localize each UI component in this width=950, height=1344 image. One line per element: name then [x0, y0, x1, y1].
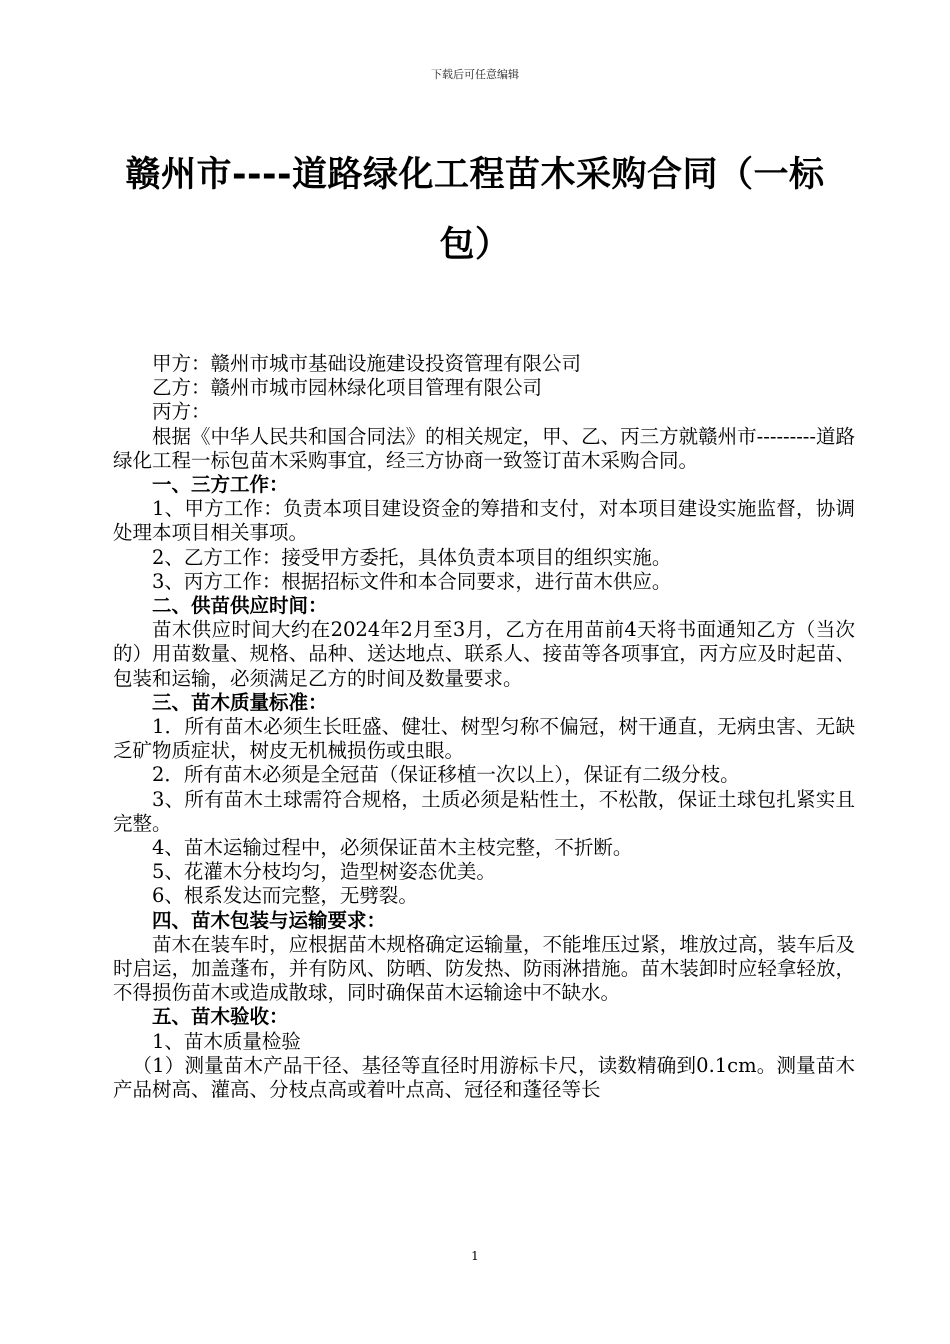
section-heading-5: 五、苗木验收： [152, 1005, 289, 1029]
document-title: 赣州市----道路绿化工程苗木采购合同（一标包） [125, 155, 825, 265]
party-a: 甲方：赣州市城市基础设施建设投资管理有限公司 [152, 352, 582, 375]
preamble: 根据《中华人民共和国合同法》的相关规定，甲、乙、丙三方就赣州市---------道路绿化工程一标包苗木采购事宜，经三方协商一致签订苗木采购合同。 [113, 424, 855, 472]
page-number: 1 [471, 1249, 479, 1263]
section-heading-2: 二、供苗供应时间： [152, 594, 328, 618]
clause: 6、根系发达而完整，无劈裂。 [152, 884, 418, 908]
clause: 1、甲方工作：负责本项目建设资金的筹措和支付，对本项目建设实施监督，协调处理本项目相关事项。 [113, 497, 855, 545]
clause: （1）测量苗木产品干径、基径等直径时用游标卡尺，读数精确到0.1cm。测量苗木产品树高、灌高、分枝点高或着叶点高、冠径和蓬径等长 [113, 1053, 855, 1102]
clause: 2、乙方工作：接受甲方委托，具体负责本项目的组织实施。 [152, 545, 672, 569]
header-note: 下载后可任意编辑 [431, 68, 519, 81]
section-heading-4: 四、苗木包装与运输要求： [152, 908, 387, 932]
section-heading-3: 三、苗木质量标准： [152, 690, 328, 714]
clause: 3、丙方工作：根据招标文件和本合同要求，进行苗木供应。 [152, 569, 672, 593]
clause: 苗木在装车时，应根据苗木规格确定运输量，不能堆压过紧，堆放过高，装车后及时启运，加盖蓬布，并有防风、防晒、防发热、防雨淋措施。苗木装卸时应轻拿轻放，不得损伤苗木或造成散球，同时确保苗木运输途中不缺水。 [113, 932, 855, 1005]
clause: 1、苗木质量检验 [152, 1029, 301, 1053]
clause: 1．所有苗木必须生长旺盛、健壮、树型匀称不偏冠，树干通直，无病虫害、无缺乏矿物质症状，树皮无机械损伤或虫眼。 [113, 715, 855, 763]
clause: 苗木供应时间大约在2024年2月至3月，乙方在用苗前4天将书面通知乙方（当次的）用苗数量、规格、品种、送达地点、联系人、接苗等各项事宜，丙方应及时起苗、包装和运输，必须满足乙方的时间及数量要求。 [113, 618, 855, 690]
contract-body [113, 352, 855, 1102]
party-b: 乙方：赣州市城市园林绿化项目管理有限公司 [152, 376, 543, 400]
section-heading-1: 一、三方工作： [152, 473, 289, 497]
party-c: 丙方： [152, 400, 211, 424]
clause: 4、苗木运输过程中，必须保证苗木主枝完整，不折断。 [152, 836, 633, 860]
clause: 3、所有苗木土球需符合规格，土质必须是粘性土，不松散，保证土球包扎紧实且完整。 [113, 787, 855, 835]
clause: 2．所有苗木必须是全冠苗（保证移植一次以上），保证有二级分枝。 [152, 763, 740, 787]
clause: 5、花灌木分枝均匀，造型树姿态优美。 [152, 860, 496, 884]
